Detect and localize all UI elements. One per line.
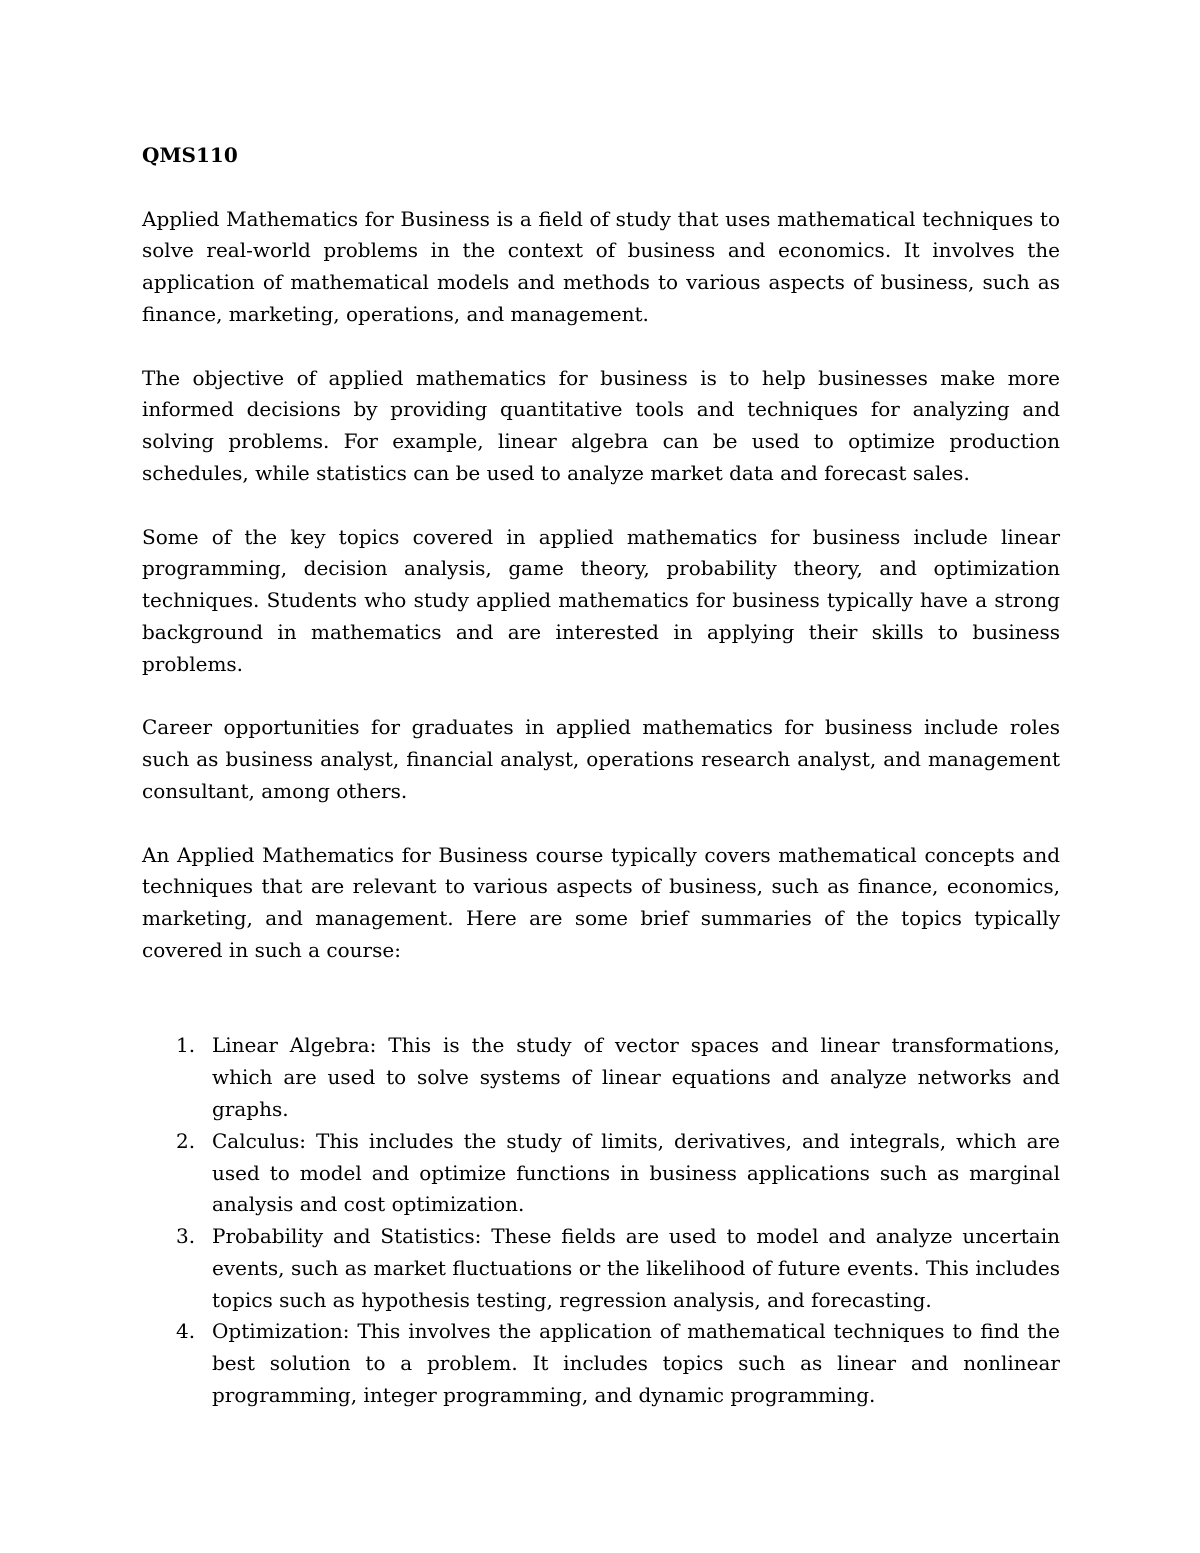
list-item [142,1221,1060,1316]
list-item-text: Optimization: This involves the application of mathematical techniques to find the best solution to a problem. It includes topics such as linear and nonlinear programming, integer programming, and dynamic programming. [212,1319,1060,1408]
document-title: QMS110 [142,143,238,167]
list-item-text: Calculus: This includes the study of limits, derivatives, and integrals, which are used to model and optimize functions in business applications such as marginal analysis and cost optimization. [212,1128,1060,1217]
list-item-text: Probability and Statistics: These fields are used to model and analyze uncertain events, such as market fluctuations or the likelihood of future events. This includes topics such as hypothesis testing, regression analysis, and forecasting. [212,1224,1060,1312]
list-item [142,1030,1060,1125]
topic-list [142,1030,1060,1412]
paragraph-objective: The objective of applied mathematics for business is to help businesses make more informed decisions by providing quantitative tools and techniques for analyzing and solving problems. For example, linear algebra can be used to optimize production schedules, while statistics can be used to analyze market data and forecast sales. [142,365,1060,485]
list-item-number: 3. [176,1224,196,1249]
list-item-number: 4. [176,1319,196,1344]
paragraph-career-opportunities: Career opportunities for graduates in applied mathematics for business include roles such as business analyst, financial analyst, operations research analyst, and management consultant, among others. [142,715,1060,803]
paragraph-course-overview: An Applied Mathematics for Business course typically covers mathematical concepts and techniques that are relevant to various aspects of business, such as finance, economics, marketing, and management. Here are some brief summaries of the topics typically covered in such a course: [142,842,1060,962]
list-item [142,1316,1060,1411]
paragraph-key-topics: Some of the key topics covered in applied mathematics for business include linear programming, decision analysis, game theory, probability theory, and optimization techniques. Students who study applied mathematics for business typically have a strong background in mathematics and are interested in applying their skills to business problems. [142,524,1060,676]
paragraph-definition: Applied Mathematics for Business is a field of study that uses mathematical techniques to solve real-world problems in the context of business and economics. It involves the application of mathematical models and methods to various aspects of business, such as finance, marketing, operations, and management. [142,206,1060,326]
list-item-number: 1. [176,1033,196,1058]
list-item [142,1126,1060,1221]
list-item-number: 2. [176,1128,196,1153]
document-body [142,140,1060,1412]
list-item-text: Linear Algebra: This is the study of vector spaces and linear transformations, which are used to solve systems of linear equations and analyze networks and graphs. [212,1033,1060,1121]
